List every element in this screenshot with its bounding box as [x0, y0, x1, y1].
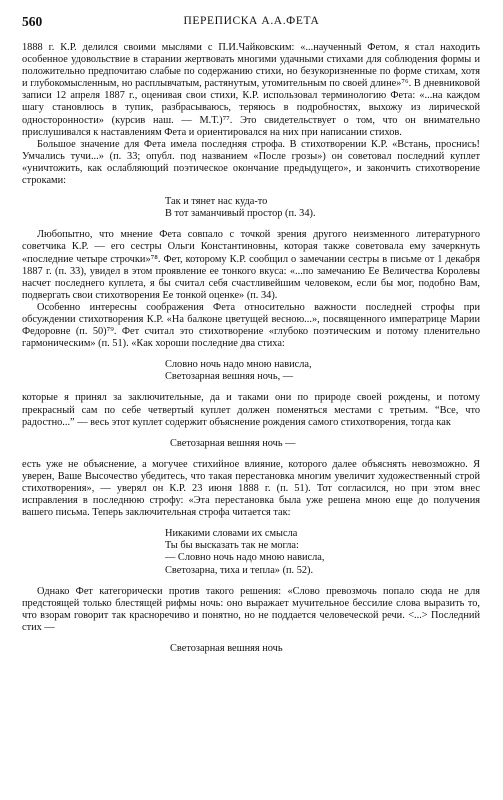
verse-line: Светозарная вешняя ночь, —: [165, 371, 294, 383]
verse-quote-4: [165, 528, 480, 576]
paragraph-on-balcony: Особенно интересны соображения Фета относительно важности последней строфы при обсуждении стихотворения К.Р. «На балконе цветущей весною...», посвященного императрице Марии Федоровне (п. 50)⁷⁹. Фет считал это стихотворение «глубоко поэтическим и потому пленительно гармоническим» (п. 51). «Как хороши последние два стиха:: [22, 301, 480, 350]
verse-line: Ты бы высказать так не могла:: [165, 540, 299, 552]
verse-quote-1: [165, 196, 480, 220]
verse-line: Никакими словами их смысла: [165, 528, 298, 540]
running-title: ПЕРЕПИСКА А.А.ФЕТА: [183, 15, 320, 27]
running-header: [22, 14, 481, 30]
paragraph-continued: 1888 г. К.Р. делился своими мыслями с П.И.Чайковским: «...наученный Фетом, я стал находить особенное удовольствие в старании жертвовать многими удачными стихами для соблюдения формы и положительно предпочитаю слабые по содержанию стихи, но безукоризненные по форме стихам, хотя и глубокомысленным, но расплывчатым, растянутым, утомительным по своей длине»⁷⁶. В дневниковой записи 12 апреля 1887 г., оценивая свои стихи, К.Р. использовал терминологию Фета: «...на каждом шагу становлюсь в тупик, разбрасываюсь, теряюсь в подробностях, выхожу из лирической односторонности» (курсив наш. — М.Т.)⁷⁷. Это свидетельствует о том, что он внимательно прислушивался к наставлениям Фета и ориентировался на них при написании стихов.: [22, 42, 480, 138]
verse-quote-3: [170, 438, 480, 450]
verse-line: Светозарная вешняя ночь: [170, 643, 283, 655]
verse-line: — Словно ночь надо мною нависла,: [165, 552, 325, 564]
paragraph-stanza-swap: которые я принял за заключительные, да и таками они по природе своей рождены, и потому прекрасный сам по себе четвертый куплет должен поменяться местами с третьим. “Все, что радостно...” — весь этот куплет содержит объяснение рождения самого стихотворения, тогда как: [22, 392, 480, 428]
verse-line: Словно ночь надо мною нависла,: [165, 359, 312, 371]
paragraph-olga-opinion: Любопытно, что мнение Фета совпало с точкой зрения другого неизменного литературного советчика К.Р. — его сестры Ольги Константиновны, которая также советовала ему зачеркнуть «последние четыре строчки»⁷⁸. Фет, которому К.Р. сообщил о замечании сестры в письме от 1 декабря 1887 г. (п. 33), увидел в этом проявление ее тонкого вкуса: «...по замечанию Ее Величества Королевы насчет последнего куплета, я бы считал себя счастливейшим человеком, если бы мог, подобно Вам, подвергать свои стихотворения Ее тонкой оценке» (п. 34).: [22, 229, 480, 301]
verse-quote-5: [170, 643, 480, 655]
verse-line: Светозарная вешняя ночь —: [170, 437, 296, 449]
verse-quote-2: [165, 359, 480, 383]
page-body: [22, 42, 480, 655]
paragraph-explanation: есть уже не объяснение, а могучее стихийное влияние, которого далее объяснять невозможно. Я уверен, Ваше Высочество убедитесь, что такая перестановка многим увеличит художественный строй стихотворения», — уверял он К.Р. 23 июня 1888 г. (п. 51). Тот согласился, но при этом внес исправления в последнюю строфу: «Эта перестановка была уже решена мною еще до получения вашего письма. Теперь заключительная строфа читается так:: [22, 458, 480, 519]
page-number: 560: [22, 14, 43, 29]
paragraph-last-stanza: Большое значение для Фета имела последняя строфа. В стихотворении К.Р. «Встань, проснись! Умчались тучи...» (п. 33; опубл. под названием «После грозы») он советовал последний куплет «уничтожить, как ослабляющий поэтическое окончание предыдущего», и закончить стихотворение строками:: [22, 138, 480, 187]
verse-line: В тот заманчивый простор (п. 34).: [165, 208, 316, 220]
verse-line: Светозарна, тиха и тепла» (п. 52).: [165, 564, 314, 576]
paragraph-fet-objection: Однако Фет категорически против такого решения: «Слово превозмочь попало сюда не для предстоящей только блестящей рифмы ночь: оно выражает мучительное бессилие слова выразить то, что взорам говорит так красноречиво и понятно, но не поддается человеческой речи. <...> Последний стих —: [22, 585, 480, 633]
verse-line: Так и тянет нас куда-то: [165, 196, 268, 208]
